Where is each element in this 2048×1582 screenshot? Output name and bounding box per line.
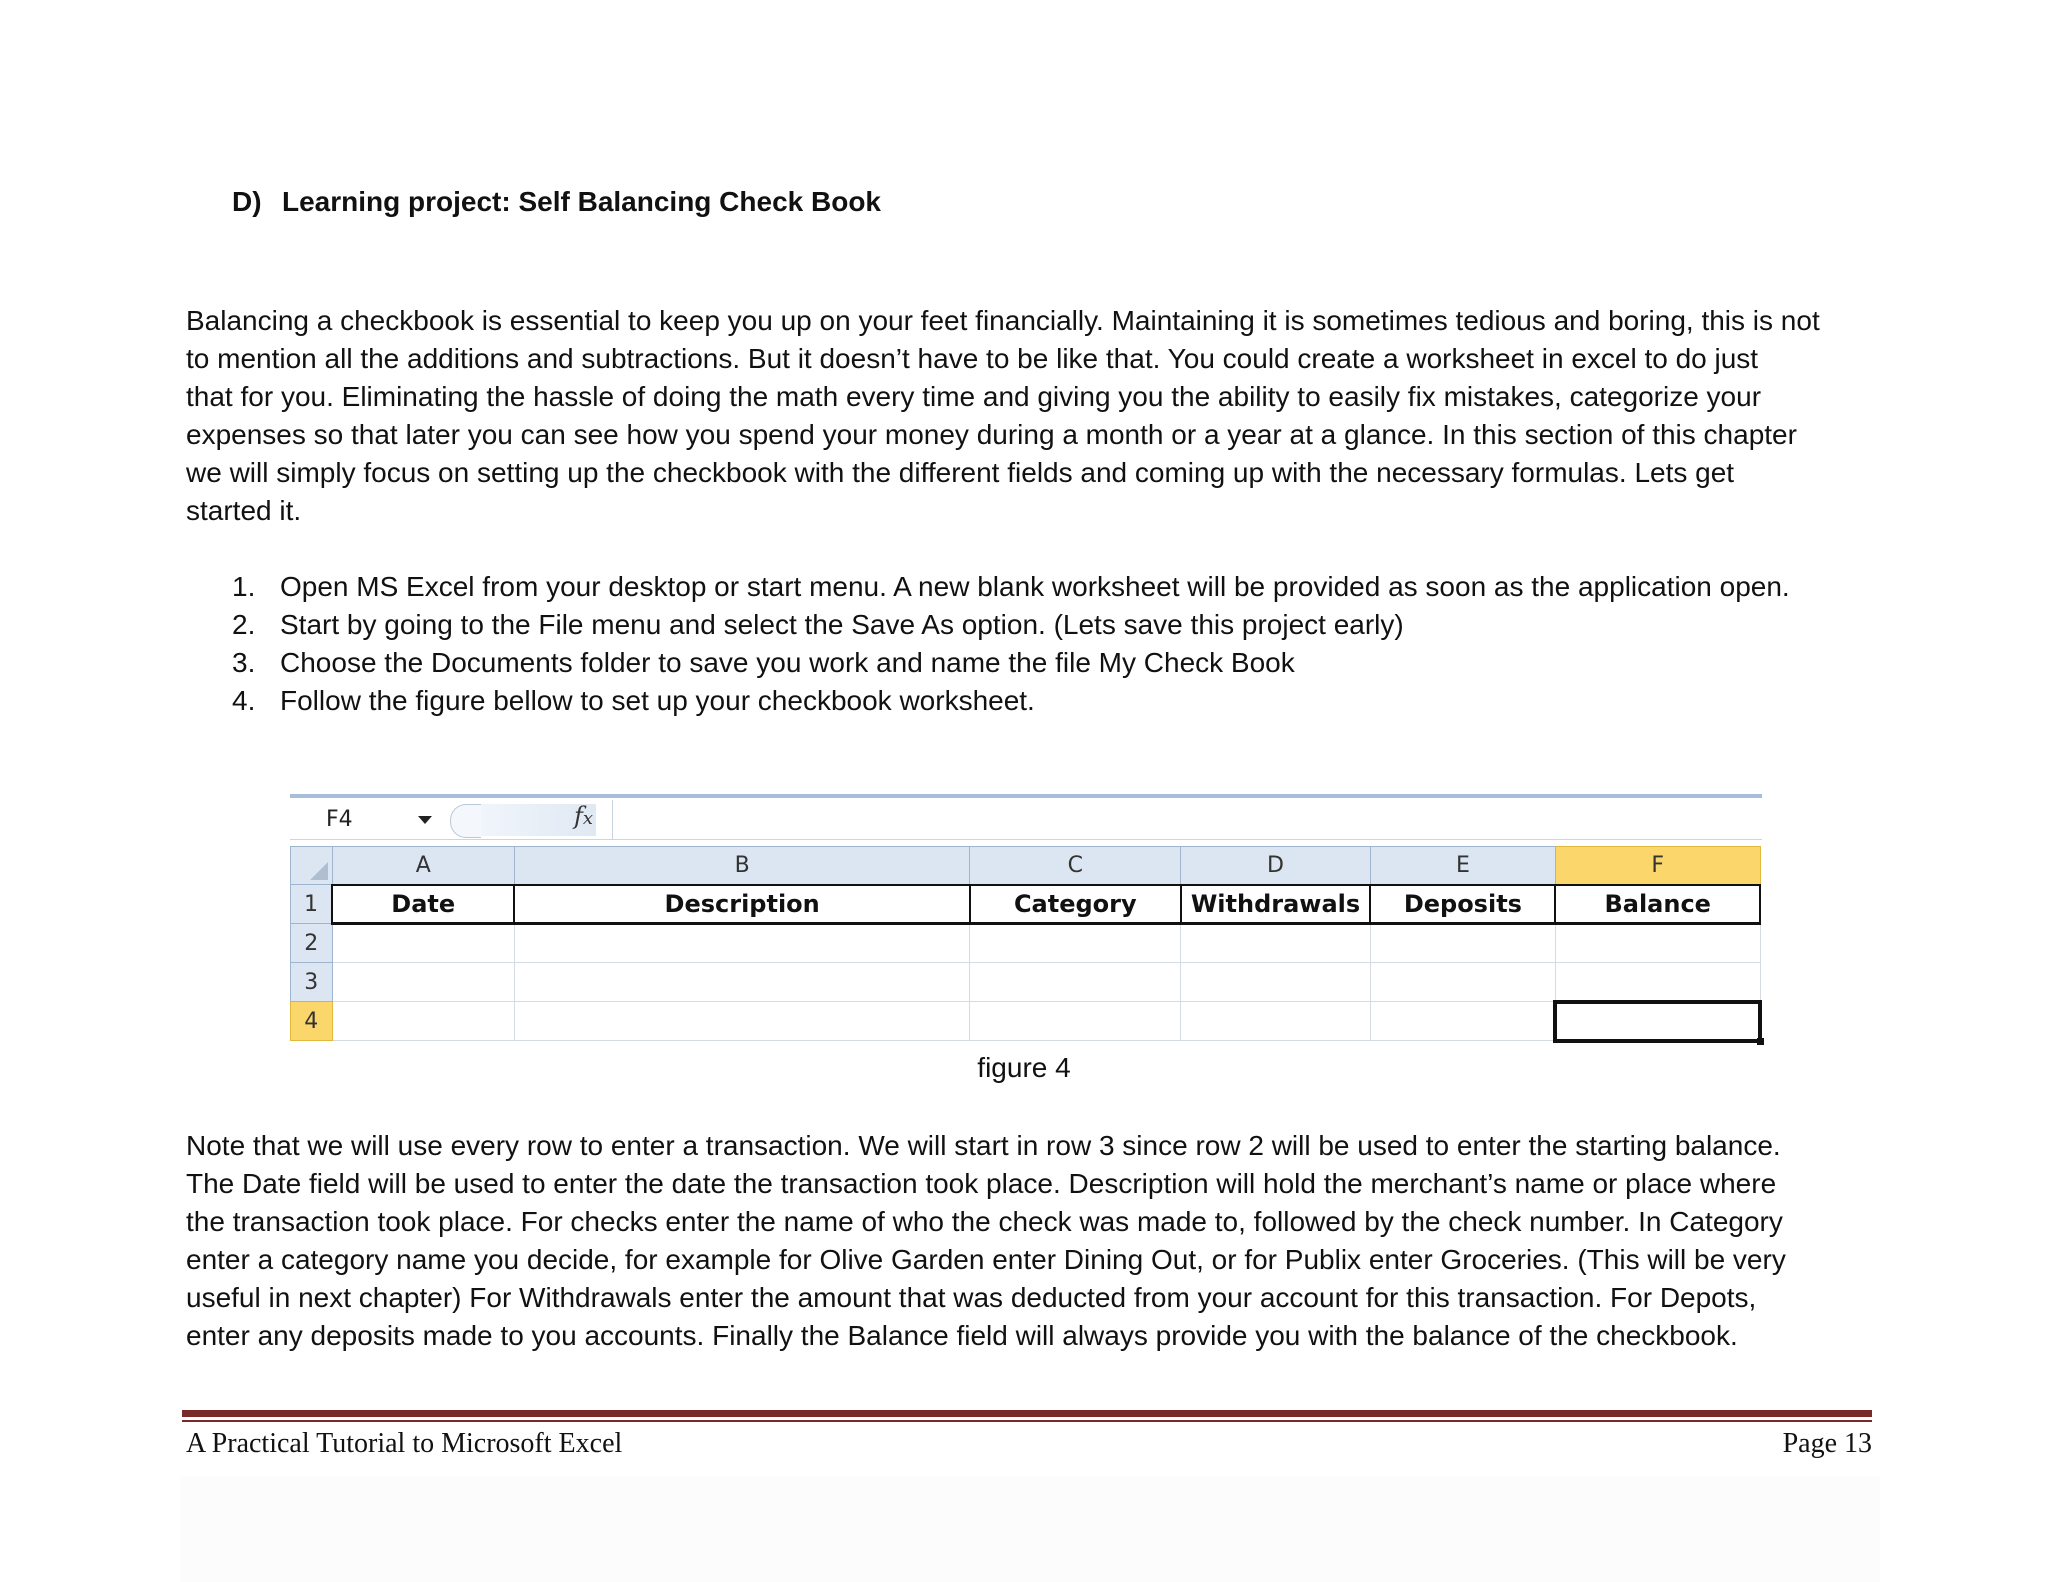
spreadsheet-grid <box>290 846 1762 1043</box>
column-header-c[interactable]: C <box>970 847 1181 885</box>
intro-line: expenses so that later you can see how you spend your money during a month or a year at a glance. In this section of this chapter <box>186 419 1797 450</box>
cell-b2[interactable] <box>514 924 970 963</box>
step-text: Open MS Excel from your desktop or start menu. A new blank worksheet will be provided as soon as the application open. <box>280 571 1790 602</box>
step-number: 4. <box>232 685 256 716</box>
cell-d2[interactable] <box>1181 924 1371 963</box>
cell-f3[interactable] <box>1555 963 1760 1002</box>
cell-f4-selected[interactable] <box>1555 1002 1760 1041</box>
column-header-d[interactable]: D <box>1181 847 1371 885</box>
cell-a1[interactable]: Date <box>332 885 514 924</box>
excel-screenshot-figure <box>290 794 1762 1048</box>
step-number: 1. <box>232 571 256 602</box>
note-line: useful in next chapter) For Withdrawals enter the amount that was deducted from your account for this transaction. For Depots, <box>186 1282 1757 1313</box>
cell-f1[interactable]: Balance <box>1555 885 1760 924</box>
section-letter: D) <box>232 186 262 217</box>
insert-function-icon[interactable]: fx <box>574 802 594 830</box>
figure-caption: figure 4 <box>977 1052 1071 1083</box>
note-paragraph <box>186 1127 1886 1355</box>
formula-bar-divider <box>612 800 613 840</box>
cell-c2[interactable] <box>970 924 1181 963</box>
section-heading <box>232 186 881 218</box>
cell-d1[interactable]: Withdrawals <box>1181 885 1371 924</box>
step-text: Follow the figure bellow to set up your checkbook worksheet. <box>280 685 1035 716</box>
intro-paragraph <box>186 302 1886 530</box>
cell-c4[interactable] <box>970 1002 1181 1041</box>
cell-b4[interactable] <box>514 1002 970 1041</box>
column-header-f[interactable]: F <box>1555 847 1760 885</box>
select-all-icon <box>310 862 328 880</box>
section-title: Learning project: Self Balancing Check Book <box>282 186 882 217</box>
footer-rule <box>182 1410 1872 1417</box>
row-header-3[interactable]: 3 <box>291 963 333 1002</box>
formula-bar <box>290 794 1762 840</box>
steps-list <box>232 568 1790 720</box>
intro-line: we will simply focus on setting up the checkbook with the different fields and coming up with the necessary formulas. Lets get <box>186 457 1735 488</box>
cell-c1[interactable]: Category <box>970 885 1181 924</box>
note-line: The Date field will be used to enter the date the transaction took place. Description will hold the merchant’s name or place where <box>186 1168 1777 1199</box>
select-all-corner[interactable] <box>291 847 333 885</box>
intro-line: Balancing a checkbook is essential to keep you up on your feet financially. Maintaining it is sometimes tedious and boring, this is not <box>186 305 1820 336</box>
row-header-2[interactable]: 2 <box>291 924 333 963</box>
step-number: 2. <box>232 609 256 640</box>
note-line: Note that we will use every row to enter a transaction. We will start in row 3 since row 2 will be used to enter the starting balance. <box>186 1130 1781 1161</box>
cell-d4[interactable] <box>1181 1002 1371 1041</box>
row-header-1[interactable]: 1 <box>291 885 333 924</box>
cell-a3[interactable] <box>332 963 514 1002</box>
footer-book-title: A Practical Tutorial to Microsoft Excel <box>186 1428 623 1459</box>
column-header-b[interactable]: B <box>514 847 970 885</box>
note-line: enter a category name you decide, for example for Olive Garden enter Dining Out, or for Publix enter Groceries. (This will be very <box>186 1244 1786 1275</box>
footer-page-number: Page 13 <box>1782 1428 1872 1459</box>
column-header-e[interactable]: E <box>1370 847 1555 885</box>
cell-a2[interactable] <box>332 924 514 963</box>
cell-e2[interactable] <box>1370 924 1555 963</box>
step-item <box>232 606 1790 644</box>
step-number: 3. <box>232 647 256 678</box>
name-box-dropdown-icon[interactable] <box>418 816 432 824</box>
step-text: Start by going to the File menu and select the Save As option. (Lets save this project early) <box>280 609 1404 640</box>
intro-line: to mention all the additions and subtractions. But it doesn’t have to be like that. You could create a worksheet in excel to do just <box>186 343 1759 374</box>
step-item <box>232 568 1790 606</box>
page-bottom-area <box>180 1476 1880 1582</box>
cell-b3[interactable] <box>514 963 970 1002</box>
footer-rule-thin <box>182 1420 1872 1422</box>
cell-a4[interactable] <box>332 1002 514 1041</box>
cell-d3[interactable] <box>1181 963 1371 1002</box>
intro-line: that for you. Eliminating the hassle of doing the math every time and giving you the ability to easily fix mistakes, categorize your <box>186 381 1762 412</box>
step-item <box>232 644 1790 682</box>
row-header-4[interactable]: 4 <box>291 1002 333 1041</box>
cell-f2[interactable] <box>1555 924 1760 963</box>
expand-handle-icon[interactable] <box>450 804 481 838</box>
column-header-a[interactable]: A <box>332 847 514 885</box>
step-item <box>232 682 1790 720</box>
step-text: Choose the Documents folder to save you work and name the file My Check Book <box>280 647 1295 678</box>
cell-e4[interactable] <box>1370 1002 1555 1041</box>
cell-e3[interactable] <box>1370 963 1555 1002</box>
cell-b1[interactable]: Description <box>514 885 970 924</box>
intro-line: started it. <box>186 495 302 526</box>
name-box[interactable]: F4 <box>326 807 353 832</box>
cell-e1[interactable]: Deposits <box>1370 885 1555 924</box>
fill-handle[interactable] <box>1757 1038 1764 1045</box>
note-line: enter any deposits made to you accounts. Finally the Balance field will always provide you with the balance of the checkbook. <box>186 1320 1738 1351</box>
note-line: the transaction took place. For checks enter the name of who the check was made to, followed by the check number. In Category <box>186 1206 1783 1237</box>
cell-c3[interactable] <box>970 963 1181 1002</box>
